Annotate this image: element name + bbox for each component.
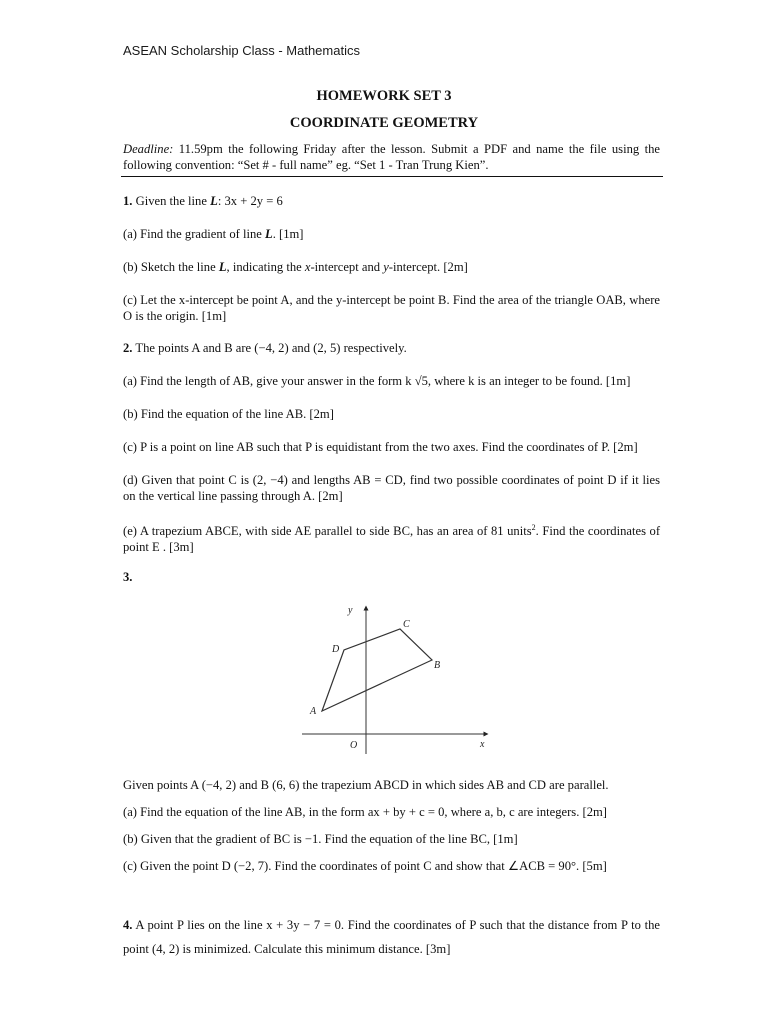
q4-text: A point P lies on the line x + 3y − 7 = 0. Find the coordinates of P such that the distance from P to the point (4, 2) is minimized. Calculate this minimum distance. [3m] (123, 918, 660, 956)
y-axis-label: y (348, 605, 353, 616)
q3a: (a) Find the equation of the line AB, in the form ax + by + c = 0, where a, b, c are integers. [2m] (123, 805, 607, 819)
q3c: (c) Given the point D (−2, 7). Find the coordinates of point C and show that ∠ACB = 90°. [5m] (123, 859, 607, 873)
x-axis-label: x (480, 739, 485, 750)
q1a-line-label: L (265, 227, 273, 241)
q1a-text: (a) Find the gradient of line (123, 227, 265, 241)
q1b-text-3: -intercept and (310, 260, 384, 274)
deadline-paragraph (123, 141, 660, 173)
origin-label: O (350, 740, 358, 751)
q2-stem (123, 340, 663, 356)
q2-number: 2. (123, 341, 133, 355)
q2e (123, 520, 660, 555)
q1a (123, 226, 663, 242)
point-c-label: C (403, 619, 410, 630)
homework-title: HOMEWORK SET 3 (316, 88, 452, 104)
q2b: (b) Find the equation of the line AB. [2m] (123, 407, 334, 421)
q1b-text: (b) Sketch the line (123, 260, 219, 274)
q2e-superscript: 2 (531, 523, 536, 532)
q4-number: 4. (123, 918, 133, 932)
header-divider (121, 176, 663, 177)
q2c: (c) P is a point on line AB such that P is equidistant from the two axes. Find the coordinates of P. [2m] (123, 440, 638, 454)
q1b-line-label: L (218, 260, 227, 274)
q4 (123, 913, 660, 961)
trapezium-figure (300, 600, 510, 760)
topic-title: COORDINATE GEOMETRY (289, 115, 479, 131)
q3b: (b) Given that the gradient of BC is −1. Find the equation of the line BC, [1m] (123, 832, 518, 846)
q1b-x: x (304, 260, 311, 274)
point-b-label: B (434, 660, 441, 671)
q2e-text-2: . Find the coordinates of point E . [3m] (123, 524, 661, 555)
q1a-marks: . [1m] (272, 227, 304, 241)
q1-stem-text: Given the line (132, 194, 211, 208)
course-header: ASEAN Scholarship Class - Mathematics (123, 43, 360, 58)
q1-line-label: L (210, 194, 218, 208)
q1-equation: : 3x + 2y = 6 (217, 194, 283, 208)
q1b-y: y (383, 260, 389, 274)
q1b-text-2: , indicating the (226, 260, 305, 274)
trapezium-shape (322, 629, 432, 711)
q2e-text: (e) A trapezium ABCE, with side AE parallel to side BC, has an area of 81 units (123, 524, 532, 539)
q2-stem-text: The points A and B are (−4, 2) and (2, 5) respectively. (132, 341, 407, 355)
q3-number-line (123, 569, 663, 585)
q1b-marks: -intercept. [2m] (388, 260, 468, 274)
q1-number: 1. (123, 194, 133, 208)
point-a-label: A (310, 706, 317, 717)
q1b (123, 259, 663, 275)
q3-stem: Given points A (−4, 2) and B (6, 6) the trapezium ABCD in which sides AB and CD are parallel. (123, 778, 609, 792)
deadline-label: Deadline: (123, 142, 174, 156)
deadline-text: 11.59pm the following Friday after the lesson. Submit a PDF and name the file using the following convention: “Set # - full name” eg. “Set 1 - Tran Trung Kien”. (123, 142, 660, 172)
q2d: (d) Given that point C is (2, −4) and lengths AB = CD, find two possible coordinates of point D if it lies on the vertical line passing through A. [2m] (123, 473, 660, 503)
q2a: (a) Find the length of AB, give your answer in the form k √5, where k is an integer to be found. [1m] (123, 374, 631, 388)
q3-number: 3. (123, 570, 133, 584)
q1-stem (123, 193, 663, 209)
q1c: (c) Let the x-intercept be point A, and the y-intercept be point B. Find the area of the triangle OAB, where O is the origin. [1m] (123, 293, 660, 323)
point-d-label: D (332, 644, 340, 655)
trapezium-diagram (300, 600, 510, 760)
